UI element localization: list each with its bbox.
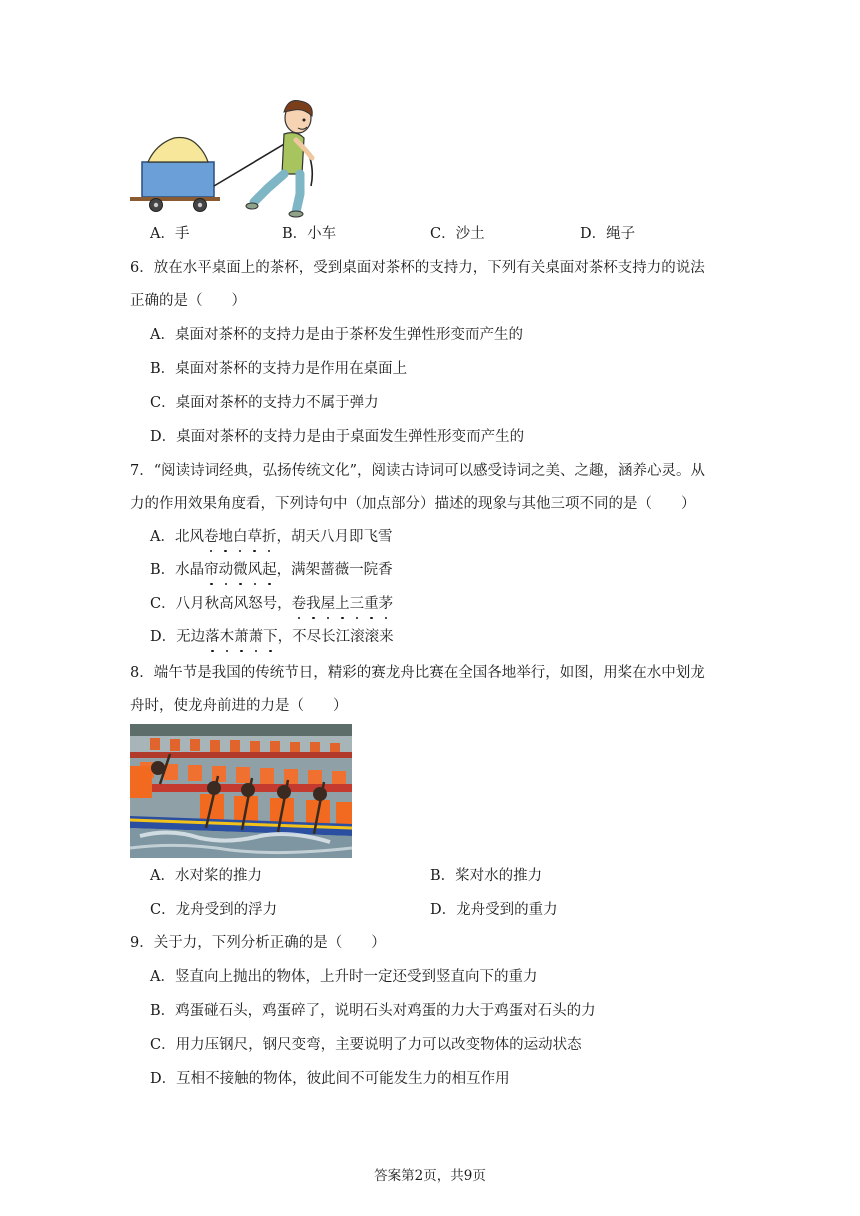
cart-box — [142, 162, 214, 197]
page-footer: 答案第2页，共9页 — [374, 1168, 486, 1184]
q8-stem-line1: 8．端午节是我国的传统节日，精彩的赛龙舟比赛在全国各地举行，如图，用桨在水中划龙 — [130, 665, 705, 681]
q6-option-c: C．桌面对茶杯的支持力不属于弹力 — [150, 395, 379, 411]
dotted-text: 落木萧萧下 — [205, 629, 278, 645]
q5-option-a: A．手 — [150, 226, 190, 242]
q6-stem-line2: 正确的是（ ） — [130, 293, 246, 309]
sand-pile — [148, 138, 208, 163]
q6-option-d: D．桌面对茶杯的支持力是由于桌面发生弹性形变而产生的 — [150, 429, 525, 445]
q9-stem: 9．关于力，下列分析正确的是（ ） — [130, 935, 386, 951]
boy-legs — [254, 174, 300, 212]
q7-option-c: C．八月秋高风怒号，卷我屋上三重茅 — [150, 596, 394, 612]
q8-stem-line2: 舟时，使龙舟前进的力是（ ） — [130, 698, 348, 714]
q8-option-b: B．桨对水的推力 — [430, 868, 543, 884]
q9-option-a: A．竖直向上抛出的物体，上升时一定还受到竖直向下的重力 — [150, 969, 538, 985]
q9-option-d: D．互相不接触的物体，彼此间不可能发生力的相互作用 — [150, 1071, 510, 1087]
q7-option-b: B．水晶帘动微风起，满架蔷薇一院香 — [150, 562, 393, 578]
q9-option-c: C．用力压钢尺，钢尺变弯，主要说明了力可以改变物体的运动状态 — [150, 1037, 582, 1053]
dotted-text: 卷地白草折 — [203, 529, 277, 545]
q5-option-c: C．沙土 — [430, 226, 485, 242]
q5-option-d: D．绳子 — [580, 226, 636, 242]
q9-option-b: B．鸡蛋碰石头，鸡蛋碎了，说明石头对鸡蛋的力大于鸡蛋对石头的力 — [150, 1003, 596, 1019]
q6-stem-line1: 6．放在水平桌面上的茶杯，受到桌面对茶杯的支持力，下列有关桌面对茶杯支持力的说法 — [130, 260, 705, 276]
dragon-boat-photo — [130, 724, 352, 858]
dotted-text: 卷我屋上三重茅 — [291, 596, 394, 612]
q7-stem-line1: 7．“阅读诗词经典，弘扬传统文化”，阅读古诗词可以感受诗词之美、之趣，涵养心灵。从 — [130, 463, 706, 479]
q8-option-d: D．龙舟受到的重力 — [430, 902, 558, 918]
q8-option-a: A．水对桨的推力 — [150, 868, 262, 884]
q5-option-b: B．小车 — [282, 226, 337, 242]
q7-option-a: A．北风卷地白草折，胡天八月即飞雪 — [150, 529, 393, 545]
boy-shirt — [282, 133, 304, 174]
q6-option-b: B．桌面对茶杯的支持力是作用在桌面上 — [150, 361, 408, 377]
q7-stem-line2: 力的作用效果角度看，下列诗句中（加点部分）描述的现象与其他三项不同的是（ ） — [130, 496, 696, 512]
q8-option-c: C．龙舟受到的浮力 — [150, 902, 278, 918]
q6-option-a: A．桌面对茶杯的支持力是由于茶杯发生弹性形变而产生的 — [150, 327, 523, 343]
cart-base — [130, 197, 220, 201]
q7-option-d: D．无边落木萧萧下，不尽长江滚滚来 — [150, 629, 394, 645]
boy-pulling-cart-illustration — [128, 98, 333, 218]
dotted-text: 帘动微风起 — [204, 562, 277, 578]
